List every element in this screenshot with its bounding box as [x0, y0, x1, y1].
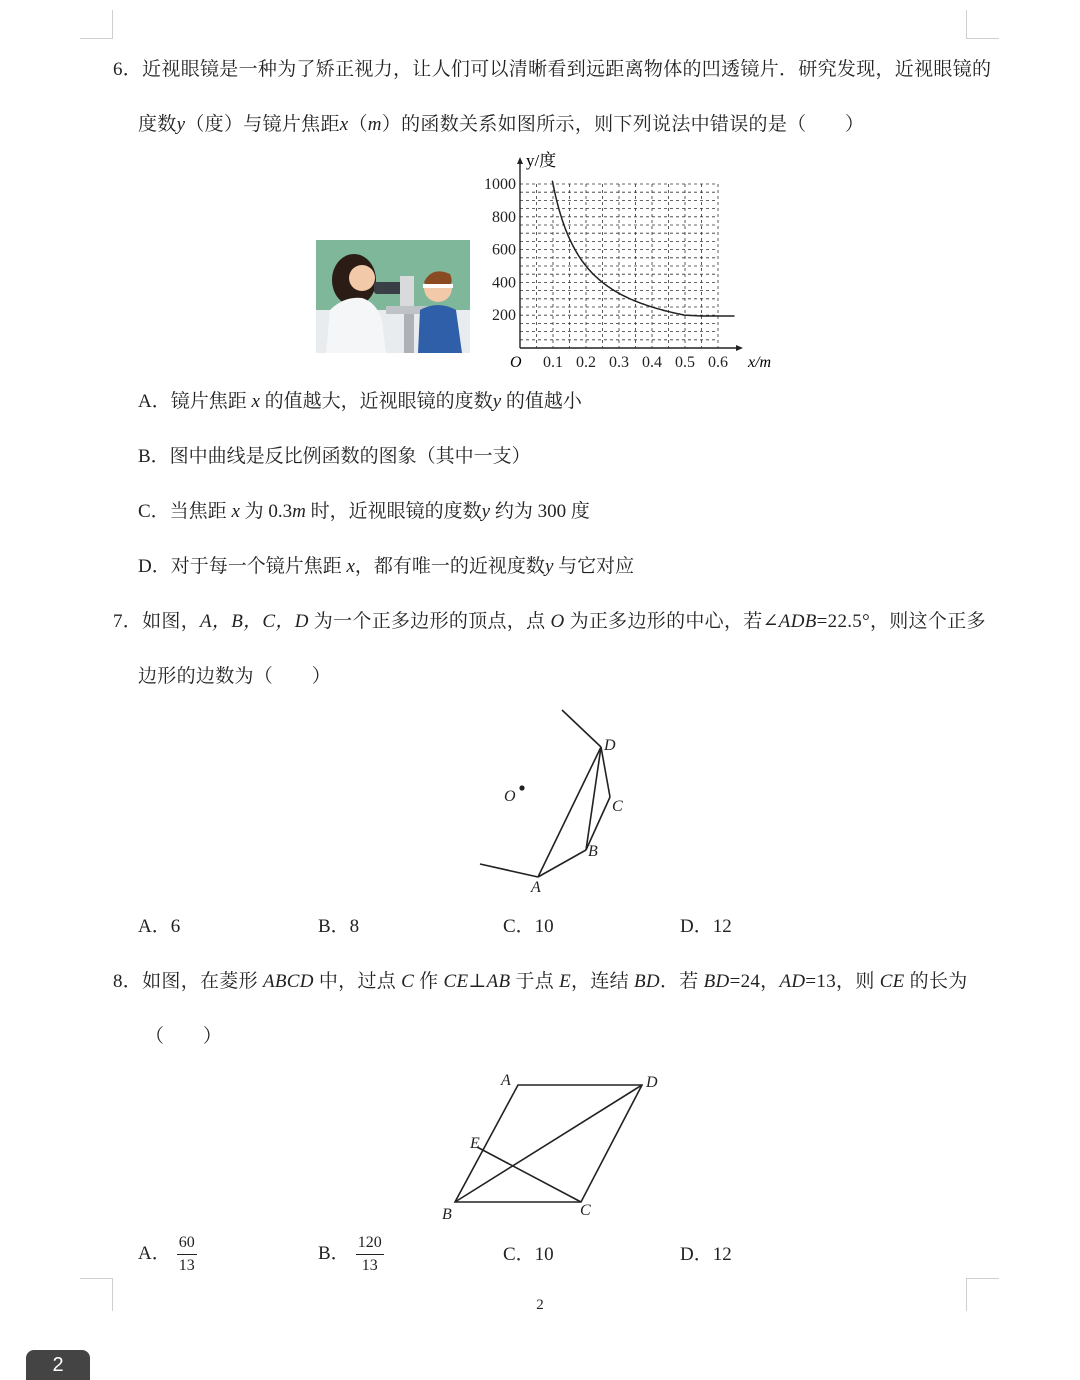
- q8-option-a[interactable]: A． $\frac{60}{13}$: [138, 1232, 197, 1277]
- y-tick-label: 1000: [484, 176, 516, 193]
- q7-option-a[interactable]: A．6: [138, 916, 181, 937]
- chart-origin-label: O: [510, 354, 522, 371]
- y-tick-label: 800: [492, 208, 516, 226]
- rhombus-figure: [430, 1060, 670, 1230]
- q7-option-b[interactable]: B．8: [318, 916, 360, 937]
- page-number: 2: [536, 1297, 544, 1313]
- point-label-E: E: [470, 1135, 480, 1152]
- page-indicator-tab[interactable]: 2: [26, 1350, 90, 1380]
- q7-option-d[interactable]: D．12: [680, 916, 732, 937]
- x-tick-label: 0.1: [543, 354, 563, 371]
- polygon-figure: [470, 700, 640, 900]
- x-axis-arrow: [736, 345, 743, 351]
- question-8-line-2: （ ）: [145, 1026, 223, 1047]
- crop-mark-top-left: [80, 10, 113, 39]
- vertex-label-C: C: [580, 1202, 591, 1219]
- question-7-line-2: 边形的边数为（ ）: [138, 666, 332, 687]
- vertex-label-A: A: [531, 879, 541, 896]
- vertex-label-D: D: [646, 1074, 658, 1091]
- eye-exam-illustration: [316, 240, 470, 353]
- question-6-line-2: 度数y（度）与镜片焦距x（m）的函数关系如图所示，则下列说法中错误的是（ ）: [138, 114, 865, 135]
- x-tick-label: 0.2: [576, 354, 596, 371]
- focal-length-degree-chart: [470, 148, 800, 376]
- question-7-line-1: 7．如图，A，B，C，D 为一个正多边形的顶点，点 O 为正多边形的中心，若∠ADB=22.5°，则这个正多: [113, 611, 986, 632]
- polygon-edge-extension-left: [480, 864, 538, 877]
- x-tick-label: 0.3: [609, 354, 629, 371]
- question-8-line-1: 8．如图，在菱形 ABCD 中，过点 C 作 CE⊥AB 于点 E，连结 BD．若 BD=24，AD=13，则 CE 的长为: [113, 971, 968, 992]
- center-point-O: [519, 785, 524, 790]
- q8-option-b[interactable]: B． $\frac{120}{13}$: [318, 1232, 384, 1277]
- q6-option-c[interactable]: C．当焦距 x 为 0.3m 时，近视眼镜的度数y 约为 300 度: [138, 501, 590, 522]
- x-tick-label: 0.6: [708, 354, 728, 371]
- q6-option-b[interactable]: B．图中曲线是反比例函数的图象（其中一支）: [138, 446, 531, 467]
- fraction-120-13: $\frac{120}{13}$: [357, 1234, 382, 1274]
- chart-axes: [517, 157, 743, 351]
- vertex-label-B: B: [588, 843, 598, 860]
- fraction-60-13: $\frac{60}{13}$: [178, 1234, 195, 1274]
- vertex-label-B: B: [442, 1206, 452, 1223]
- q6-option-d[interactable]: D．对于每一个镜片焦距 x，都有唯一的近视度数y 与它对应: [138, 556, 635, 577]
- q7-option-c[interactable]: C．10: [503, 916, 554, 937]
- vertex-label-D: D: [604, 737, 616, 754]
- question-6-line-1: 6．近视眼镜是一种为了矫正视力，让人们可以清晰看到远距离物体的凹透镜片．研究发现，近视眼镜的: [113, 59, 992, 80]
- vertex-label-A: A: [501, 1072, 511, 1089]
- y-axis-arrow: [517, 157, 523, 164]
- q8-option-c[interactable]: C．10: [503, 1244, 554, 1265]
- q6-option-a[interactable]: A．镜片焦距 x 的值越大，近视眼镜的度数y 的值越小: [138, 391, 582, 412]
- chart-grid: [520, 184, 718, 348]
- y-tick-label: 600: [492, 241, 516, 259]
- segment-DC: [601, 747, 610, 797]
- chart-y-axis-label: y/度: [526, 151, 557, 170]
- center-label-O: O: [504, 788, 516, 805]
- y-tick-label: 200: [492, 307, 516, 325]
- series-curve: [552, 181, 734, 316]
- q8-option-d[interactable]: D．12: [680, 1244, 732, 1265]
- polygon-edge-extension: [562, 710, 601, 747]
- chart-x-axis-label: x/m: [748, 354, 772, 371]
- x-tick-label: 0.4: [642, 354, 662, 371]
- x-tick-label: 0.5: [675, 354, 695, 371]
- vertex-label-C: C: [612, 798, 623, 815]
- y-tick-label: 400: [492, 274, 516, 292]
- chart-series: [552, 181, 734, 316]
- crop-mark-top-right: [966, 10, 999, 39]
